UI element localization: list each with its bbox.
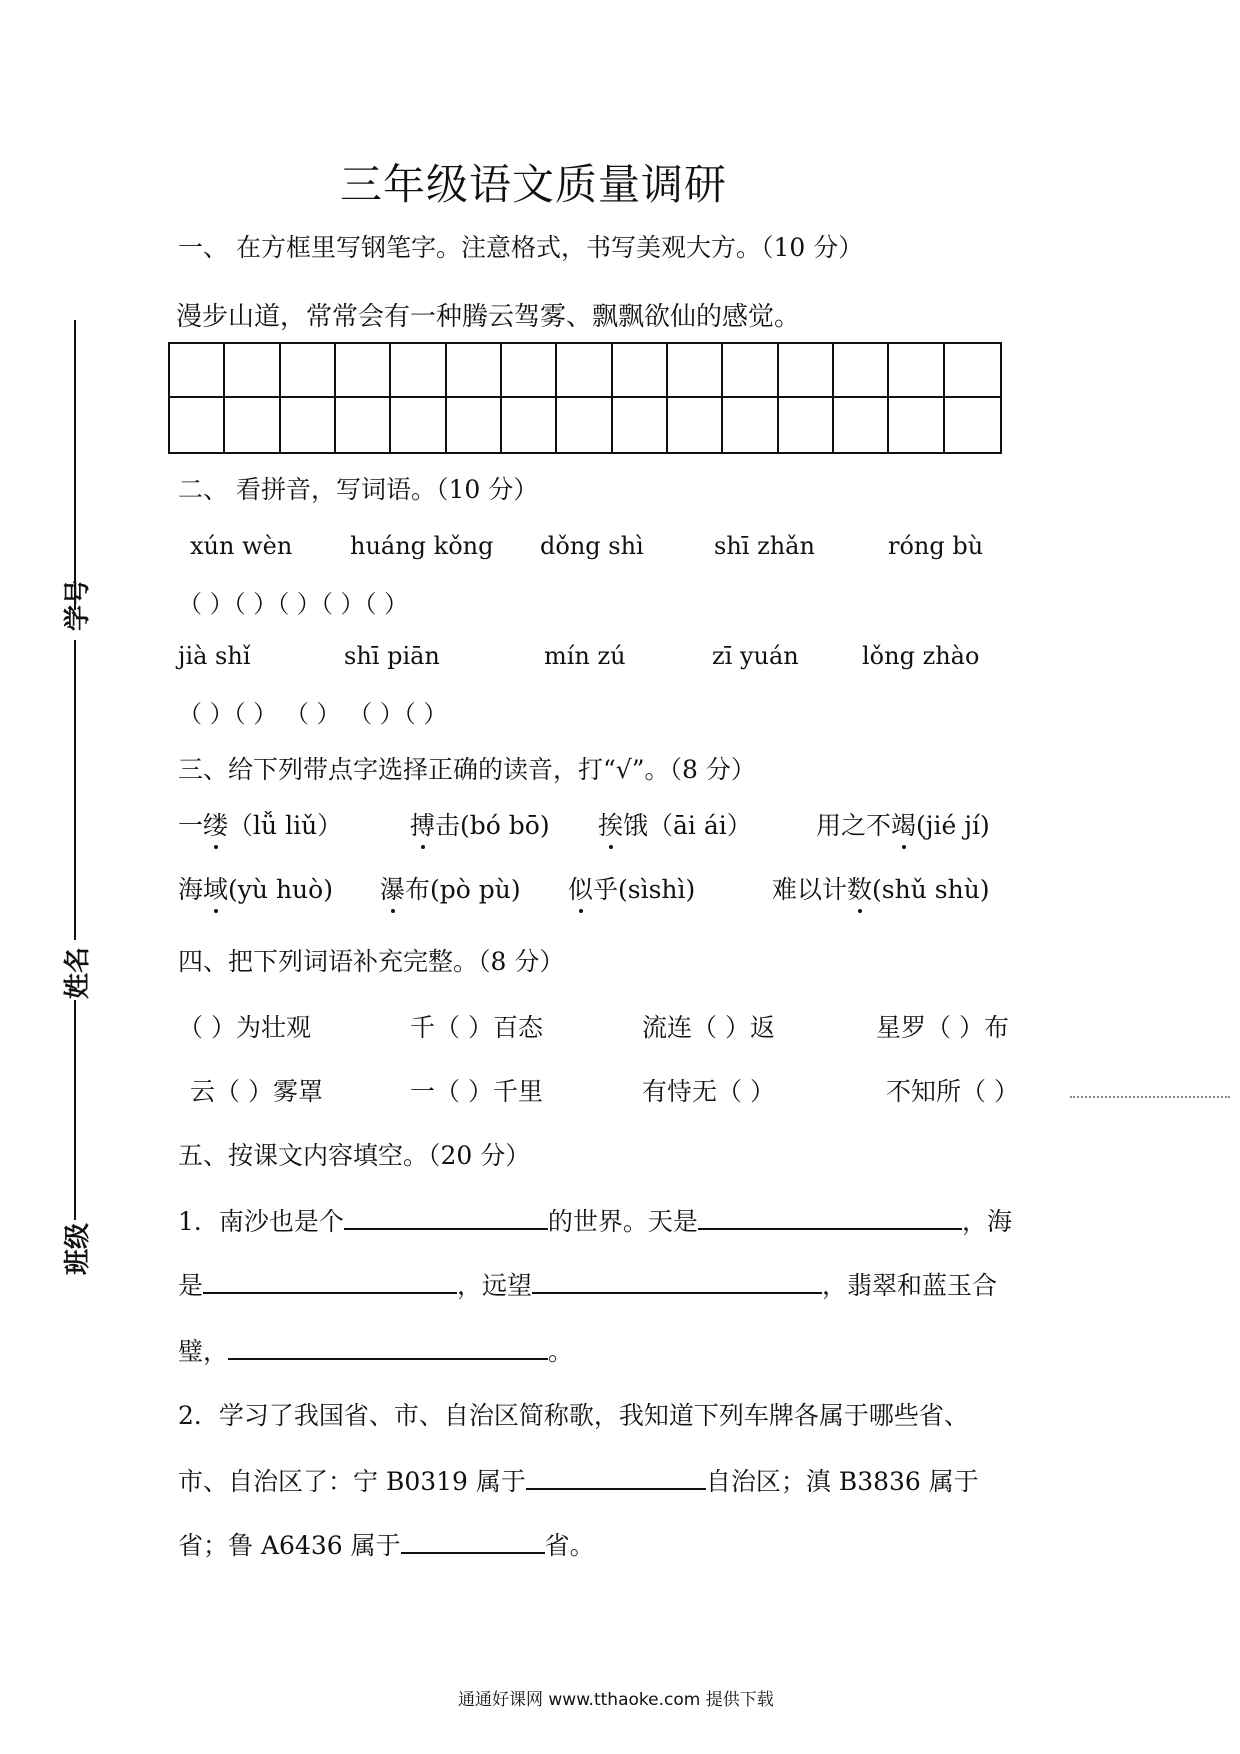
pinyin-7: shī piān — [344, 642, 440, 670]
idiom-3[interactable]: 流连（ ）返 — [642, 1013, 775, 1042]
dotted-char: 搏 — [410, 806, 435, 842]
blank-field[interactable] — [526, 1462, 706, 1490]
dotted-char: 数 — [847, 870, 872, 906]
reading-item-6[interactable]: 瀑布(pò pù) — [380, 870, 521, 906]
dotted-line — [1070, 1096, 1230, 1098]
q1-sentence: 漫步山道，常常会有一种腾云驾雾、飘飘欲仙的感觉。 — [176, 302, 801, 332]
blank-field[interactable] — [532, 1266, 822, 1294]
page-title: 三年级语文质量调研 — [340, 160, 728, 209]
side-label-xuehao: 学号 — [63, 579, 93, 632]
idiom-4[interactable]: 星罗（ ）布 — [876, 1013, 1009, 1042]
q1-heading: 一、 在方框里写钢笔字。注意格式，书写美观大方。（10 分） — [178, 233, 864, 262]
answer-parens-row1[interactable]: （ ）（ ）（ ）（ ）（ ） — [178, 590, 409, 618]
q5-line-2: 是 ，远望 ，翡翠和蓝玉合 — [178, 1266, 997, 1302]
side-line-xingming — [74, 640, 76, 940]
reading-item-7[interactable]: 似乎(sìshì) — [568, 870, 695, 906]
writing-grid[interactable] — [168, 342, 1002, 454]
pinyin-10: lǒng zhào — [862, 642, 980, 670]
idiom-8[interactable]: 不知所（ ） — [886, 1077, 1019, 1106]
dotted-char: 瀑 — [380, 870, 405, 906]
side-line-xuehao — [74, 320, 76, 610]
q5-line-6: 省；鲁 A6436 属于 省。 — [178, 1526, 595, 1562]
dotted-char: 似 — [568, 870, 593, 906]
pinyin-1: xún wèn — [190, 532, 293, 560]
blank-field[interactable] — [228, 1332, 548, 1360]
idiom-6[interactable]: 一（ ）千里 — [410, 1077, 543, 1106]
pinyin-8: mín zú — [544, 642, 626, 670]
q5-heading: 五、按课文内容填空。（20 分） — [178, 1141, 531, 1170]
q5-line-5: 市、自治区了：宁 B0319 属于 自治区；滇 B3836 属于 — [178, 1462, 979, 1498]
dotted-char: 缕 — [203, 806, 228, 842]
answer-parens-row2[interactable]: （ ）（ ） （ ） （ ）（ ） — [178, 700, 448, 728]
pinyin-6: jià shǐ — [178, 642, 251, 670]
idiom-2[interactable]: 千（ ）百态 — [410, 1013, 543, 1042]
q5-line-3: 璧， 。 — [178, 1332, 573, 1368]
q5-line-1: 1．南沙也是个 的世界。天是 ，海 — [178, 1202, 1012, 1238]
q2-heading: 二、 看拼音，写词语。（10 分） — [178, 475, 539, 504]
pinyin-2: huáng kǒng — [350, 532, 494, 560]
reading-item-8[interactable]: 难以计数(shǔ shù) — [772, 870, 990, 906]
q4-heading: 四、把下列词语补充完整。（8 分） — [178, 947, 565, 976]
side-line-banji — [74, 1000, 76, 1220]
side-label-xingming: 姓名 — [63, 947, 93, 1000]
reading-item-4[interactable]: 用之不竭(jié jí) — [816, 806, 990, 842]
q5-line-4: 2．学习了我国省、市、自治区简称歌，我知道下列车牌各属于哪些省、 — [178, 1401, 969, 1430]
idiom-5[interactable]: 云（ ）雾罩 — [190, 1077, 323, 1106]
footer-credit: 通通好课网 www.tthaoke.com 提供下载 — [458, 1690, 774, 1710]
reading-item-5[interactable]: 海域(yù huò) — [178, 870, 333, 906]
q3-heading: 三、给下列带点字选择正确的读音，打“√”。（8 分） — [178, 755, 756, 784]
blank-field[interactable] — [344, 1202, 548, 1230]
pinyin-4: shī zhǎn — [714, 532, 815, 560]
pinyin-9: zī yuán — [712, 642, 799, 670]
dotted-char: 挨 — [598, 806, 623, 842]
dotted-char: 域 — [203, 870, 228, 906]
reading-item-3[interactable]: 挨饿（āi ái） — [598, 806, 752, 842]
side-label-banji: 班级 — [63, 1223, 93, 1276]
blank-field[interactable] — [203, 1266, 457, 1294]
dotted-char: 竭 — [891, 806, 916, 842]
blank-field[interactable] — [401, 1526, 545, 1554]
reading-item-2[interactable]: 搏击(bó bō) — [410, 806, 550, 842]
idiom-7[interactable]: 有恃无（ ） — [642, 1077, 775, 1106]
blank-field[interactable] — [698, 1202, 962, 1230]
pinyin-3: dǒng shì — [540, 532, 644, 560]
pinyin-5: róng bù — [888, 532, 984, 560]
reading-item-1[interactable]: 一缕（lǚ liǔ） — [178, 806, 342, 842]
idiom-1[interactable]: （ ）为壮观 — [178, 1013, 311, 1042]
